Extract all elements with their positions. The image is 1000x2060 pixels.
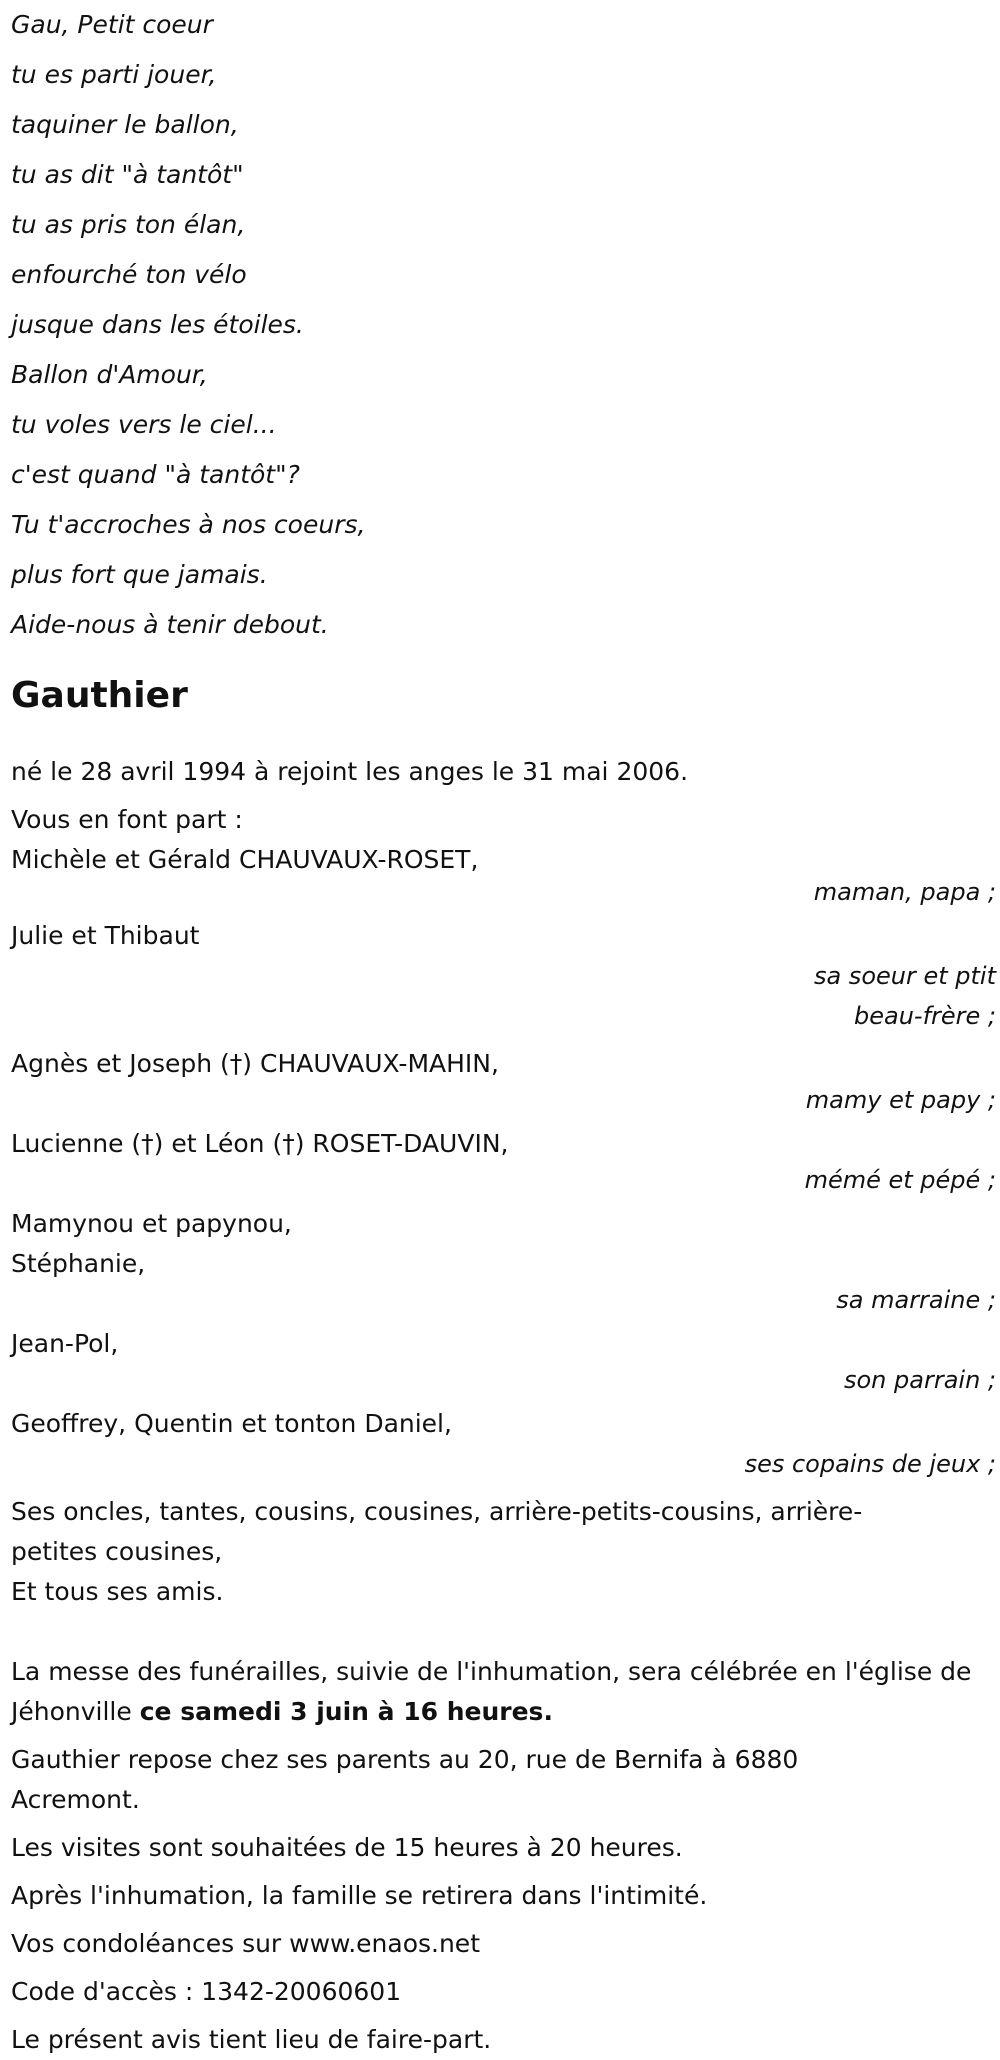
intro-text: Vous en font part : — [11, 805, 243, 834]
family-member: Julie et Thibaut — [11, 921, 200, 950]
poem-line: Tu t'accroches à nos coeurs, — [11, 510, 366, 539]
other-relatives: Ses oncles, tantes, cousins, cousines, arrière-petits-cousins, arrière-petites cousines, — [11, 1497, 863, 1566]
family-row — [11, 1404, 996, 1484]
family-relation: sa soeur et ptit beau-frère ; — [813, 962, 996, 1030]
family-row — [11, 1244, 996, 1316]
access-code: Code d'accès : 1342-20060601 — [11, 1977, 402, 2006]
family-relation: ses copains de jeux ; — [744, 1450, 996, 1478]
poem-line: jusque dans les étoiles. — [11, 310, 304, 339]
family-member: Jean-Pol, — [11, 1329, 119, 1358]
rest-location: Gauthier repose chez ses parents au 20, rue de Bernifa à 6880 Acremont. — [11, 1745, 799, 1814]
family-member: Agnès et Joseph (†) CHAUVAUX-MAHIN, — [11, 1049, 499, 1078]
poem-line: plus fort que jamais. — [11, 560, 268, 589]
deceased-name: Gauthier — [11, 675, 188, 716]
family-row — [11, 1204, 996, 1244]
family-row — [11, 1124, 996, 1196]
poem-line: tu as dit "à tantôt" — [11, 160, 244, 189]
visit-hours: Les visites sont souhaitées de 15 heures à 20 heures. — [11, 1833, 683, 1862]
family-relation: son parrain ; — [843, 1366, 996, 1394]
family-member: Mamynou et papynou, — [11, 1209, 292, 1238]
family-member: Michèle et Gérald CHAUVAUX-ROSET, — [11, 845, 479, 874]
birth-death-line: né le 28 avril 1994 à rejoint les anges le 31 mai 2006. — [11, 757, 689, 786]
after-burial: Après l'inhumation, la famille se retirera dans l'intimité. — [11, 1881, 708, 1910]
family-list — [11, 840, 996, 1484]
family-member: Stéphanie, — [11, 1249, 146, 1278]
funeral-date: ce samedi 3 juin à 16 heures. — [139, 1697, 553, 1726]
family-row — [11, 1324, 996, 1396]
family-member: Geoffrey, Quentin et tonton Daniel, — [11, 1409, 452, 1438]
poem-line: tu es parti jouer, — [11, 60, 217, 89]
family-row — [11, 840, 996, 908]
funeral-text: La messe des funérailles, suivie de l'inhumation, sera célébrée en l'église de Jéhonville — [11, 1657, 972, 1726]
obituary-notice — [11, 0, 996, 2060]
poem-line: tu as pris ton élan, — [11, 210, 246, 239]
family-relation: mamy et papy ; — [805, 1086, 996, 1114]
family-relation: mémé et pépé ; — [804, 1166, 996, 1194]
poem — [11, 0, 996, 650]
poem-line: enfourché ton vélo — [11, 260, 247, 289]
family-relation: maman, papa ; — [813, 878, 996, 906]
family-member: Lucienne (†) et Léon (†) ROSET-DAUVIN, — [11, 1129, 509, 1158]
poem-line: Aide-nous à tenir debout. — [11, 610, 329, 639]
friends-line: Et tous ses amis. — [11, 1577, 224, 1606]
poem-line: taquiner le ballon, — [11, 110, 239, 139]
family-row — [11, 1044, 996, 1116]
family-relation: sa marraine ; — [836, 1286, 996, 1314]
poem-line: tu voles vers le ciel... — [11, 410, 277, 439]
funeral-info — [11, 1652, 991, 1732]
notice-statement: Le présent avis tient lieu de faire-part. — [11, 2025, 492, 2054]
poem-line: c'est quand "à tantôt"? — [11, 460, 300, 489]
condolences-link: Vos condoléances sur www.enaos.net — [11, 1929, 480, 1958]
poem-line: Gau, Petit coeur — [11, 10, 213, 39]
poem-line: Ballon d'Amour, — [11, 360, 208, 389]
family-row — [11, 916, 996, 1036]
